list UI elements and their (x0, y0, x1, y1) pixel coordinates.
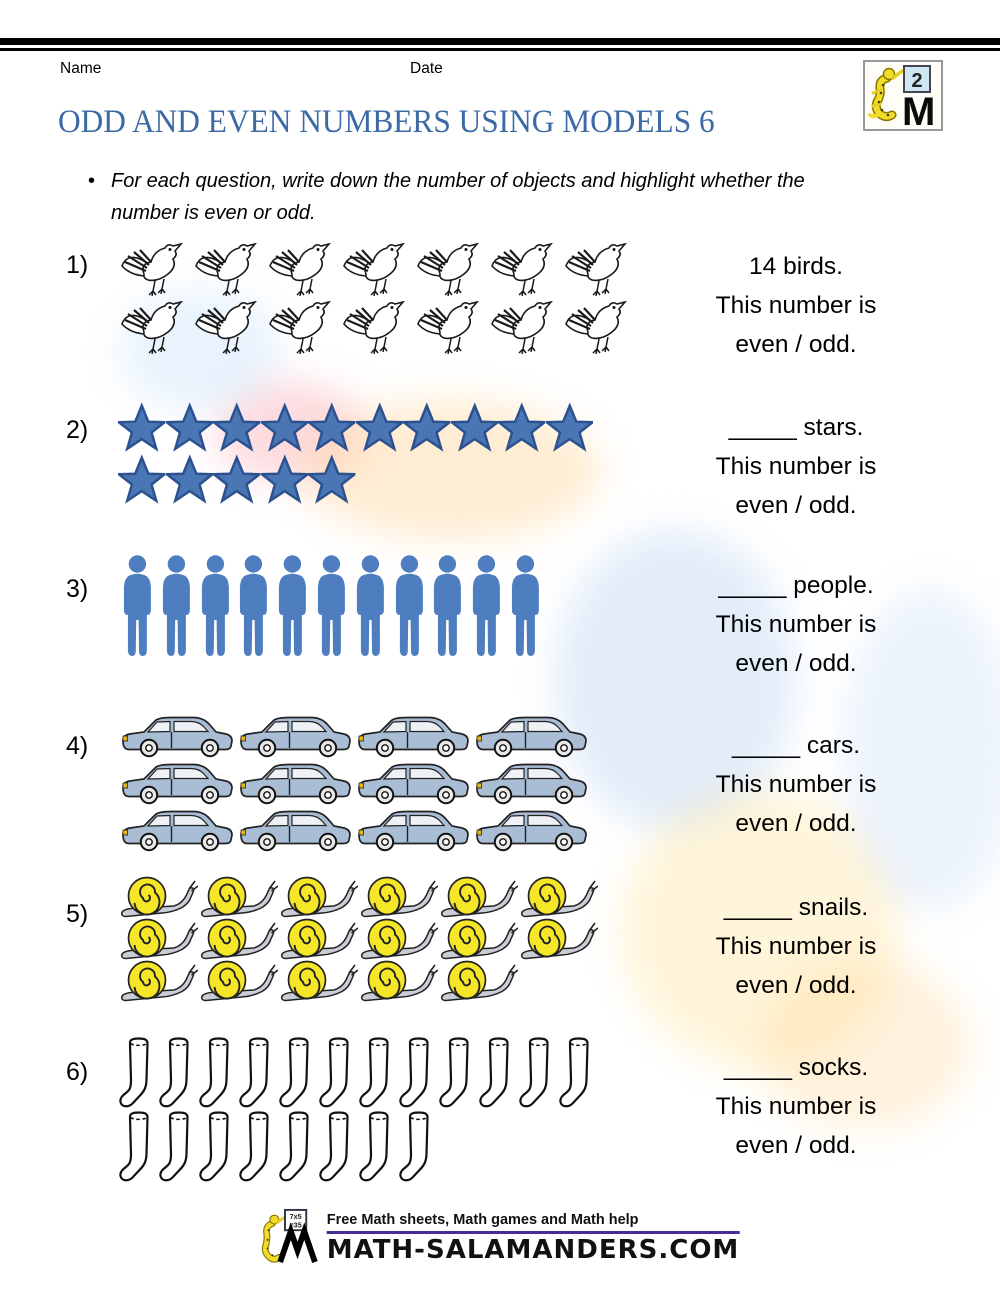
sock-icon (198, 1110, 238, 1184)
snail-icon (518, 876, 598, 918)
star-icon (118, 454, 166, 504)
question-number: 1) (66, 251, 89, 279)
sock-icon (158, 1110, 198, 1184)
answer-block (650, 247, 942, 364)
star-icon (546, 402, 594, 452)
answer-line-3: even / odd. (735, 331, 857, 358)
answer-block (650, 566, 942, 683)
person-icon (428, 553, 467, 665)
car-icon (118, 759, 236, 805)
icon-row (118, 243, 636, 301)
star-icon (451, 402, 499, 452)
bird-icon (192, 243, 266, 301)
bird-icon (340, 243, 414, 301)
footer-logo (261, 1208, 740, 1265)
answer-count-line: _____ stars. (728, 414, 864, 441)
icon-row (118, 918, 598, 960)
footer-tagline: Free Math sheets, Math games and Math help (326, 1212, 639, 1228)
answer-line-3: even / odd. (735, 810, 857, 837)
icon-row (118, 806, 590, 852)
person-icon (234, 553, 273, 665)
question-number: 6) (66, 1058, 89, 1086)
salamander-logo-icon (865, 62, 941, 129)
answer-line-2: This number is (715, 453, 877, 480)
answer-line-2: This number is (715, 1093, 877, 1120)
sock-icon (478, 1036, 518, 1110)
answer-line-3: even / odd. (735, 650, 857, 677)
car-icon (354, 712, 472, 758)
birds-icon-grid (118, 243, 636, 359)
sock-icon (238, 1036, 278, 1110)
icon-row (118, 960, 598, 1002)
icon-row (118, 402, 593, 452)
person-icon (118, 553, 157, 665)
sock-icon (358, 1110, 398, 1184)
snail-icon (438, 876, 518, 918)
car-icon (354, 759, 472, 805)
sock-icon (158, 1036, 198, 1110)
bird-icon (562, 243, 636, 301)
sock-icon (518, 1036, 558, 1110)
question-number: 4) (66, 732, 89, 760)
sock-icon (558, 1036, 598, 1110)
sock-icon (358, 1036, 398, 1110)
answer-count-line: 14 birds. (749, 253, 843, 280)
snail-icon (118, 876, 198, 918)
snail-icon (438, 918, 518, 960)
person-icon (273, 553, 312, 665)
star-icon (403, 402, 451, 452)
stars-icon-grid (118, 402, 593, 506)
bird-icon (562, 301, 636, 359)
answer-count-line: _____ snails. (723, 894, 869, 921)
sock-icon (318, 1110, 358, 1184)
bullet-point: • (88, 170, 96, 192)
cars-icon-grid (118, 712, 590, 853)
answer-line-3: even / odd. (735, 1132, 857, 1159)
socks-icon-grid (118, 1036, 598, 1184)
snail-icon (358, 960, 438, 1002)
letter-m: M (902, 90, 936, 129)
sock-icon (278, 1036, 318, 1110)
star-icon (356, 402, 404, 452)
name-label: Name (60, 60, 102, 77)
sock-icon (198, 1036, 238, 1110)
icon-row (118, 301, 636, 359)
svg-text:=35: =35 (289, 1220, 302, 1230)
person-icon (196, 553, 235, 665)
bird-icon (414, 301, 488, 359)
car-icon (354, 806, 472, 852)
sock-icon (118, 1036, 158, 1110)
star-icon (213, 402, 261, 452)
snail-icon (198, 918, 278, 960)
corner-logo (863, 60, 943, 131)
bird-icon (192, 301, 266, 359)
icon-row (118, 1110, 598, 1184)
bird-icon (414, 243, 488, 301)
bird-icon (266, 301, 340, 359)
icon-row (118, 454, 593, 504)
easel-m-icon (280, 1231, 315, 1262)
car-icon (472, 712, 590, 758)
car-icon (472, 806, 590, 852)
answer-line-3: even / odd. (735, 492, 857, 519)
top-rule-thin (0, 48, 1000, 51)
car-icon (236, 712, 354, 758)
top-rule-thick (0, 38, 1000, 45)
answer-line-2: This number is (715, 292, 877, 319)
footer-divider (327, 1231, 740, 1234)
person-icon (157, 553, 196, 665)
star-icon (308, 454, 356, 504)
answer-line-2: This number is (715, 611, 877, 638)
salamander-icon (261, 1208, 325, 1264)
sock-icon (318, 1036, 358, 1110)
answer-line-2: This number is (715, 771, 877, 798)
snail-icon (438, 960, 518, 1002)
bird-icon (488, 243, 562, 301)
instruction-text: For each question, write down the number of objects and highlight whether the number is even or odd. (111, 170, 805, 224)
bird-icon (118, 301, 192, 359)
snail-icon (278, 918, 358, 960)
car-icon (236, 759, 354, 805)
snail-icon (118, 960, 198, 1002)
page-title: ODD AND EVEN NUMBERS USING MODELS 6 (58, 104, 715, 140)
car-icon (118, 806, 236, 852)
star-icon (498, 402, 546, 452)
bird-icon (266, 243, 340, 301)
car-icon (472, 759, 590, 805)
car-icon (236, 806, 354, 852)
star-icon (213, 454, 261, 504)
car-icon (118, 712, 236, 758)
date-label: Date (410, 60, 443, 77)
icon-row (118, 759, 590, 805)
person-icon (390, 553, 429, 665)
star-icon (308, 402, 356, 452)
star-icon (166, 402, 214, 452)
answer-block (650, 726, 942, 843)
answer-block (650, 888, 942, 1005)
sock-icon (398, 1110, 438, 1184)
person-icon (312, 553, 351, 665)
snail-icon (278, 960, 358, 1002)
snail-icon (198, 960, 278, 1002)
answer-block (650, 1048, 942, 1165)
snail-icon (358, 876, 438, 918)
snail-icon (358, 918, 438, 960)
answer-block (650, 408, 942, 525)
icon-row (118, 712, 590, 758)
answer-count-line: _____ cars. (731, 732, 861, 759)
people-icon-grid (118, 553, 545, 665)
snail-icon (518, 918, 598, 960)
question-number: 2) (66, 416, 89, 444)
sock-icon (118, 1110, 158, 1184)
sock-icon (438, 1036, 478, 1110)
snail-icon (198, 876, 278, 918)
sock-icon (238, 1110, 278, 1184)
sock-icon (278, 1110, 318, 1184)
answer-line-2: This number is (715, 933, 877, 960)
answer-line-3: even / odd. (735, 972, 857, 999)
board-number: 2 (911, 70, 923, 92)
question-number: 3) (66, 575, 89, 603)
snails-icon-grid (118, 876, 598, 1002)
icon-row (118, 553, 545, 665)
sock-icon (398, 1036, 438, 1110)
person-icon (351, 553, 390, 665)
instruction (88, 166, 861, 229)
snail-icon (118, 918, 198, 960)
question-number: 5) (66, 900, 89, 928)
answer-count-line: _____ people. (718, 572, 874, 599)
answer-count-line: _____ socks. (723, 1054, 869, 1081)
svg-text:7x5: 7x5 (289, 1212, 302, 1222)
icon-row (118, 1036, 598, 1110)
snail-icon (278, 876, 358, 918)
star-icon (261, 402, 309, 452)
person-icon (467, 553, 506, 665)
star-icon (261, 454, 309, 504)
bird-icon (488, 301, 562, 359)
footer-site-name: MATH-SALAMANDERS.COM (326, 1235, 740, 1265)
star-icon (118, 402, 166, 452)
person-icon (506, 553, 545, 665)
bird-icon (118, 243, 192, 301)
icon-row (118, 876, 598, 918)
star-icon (166, 454, 214, 504)
bird-icon (340, 301, 414, 359)
